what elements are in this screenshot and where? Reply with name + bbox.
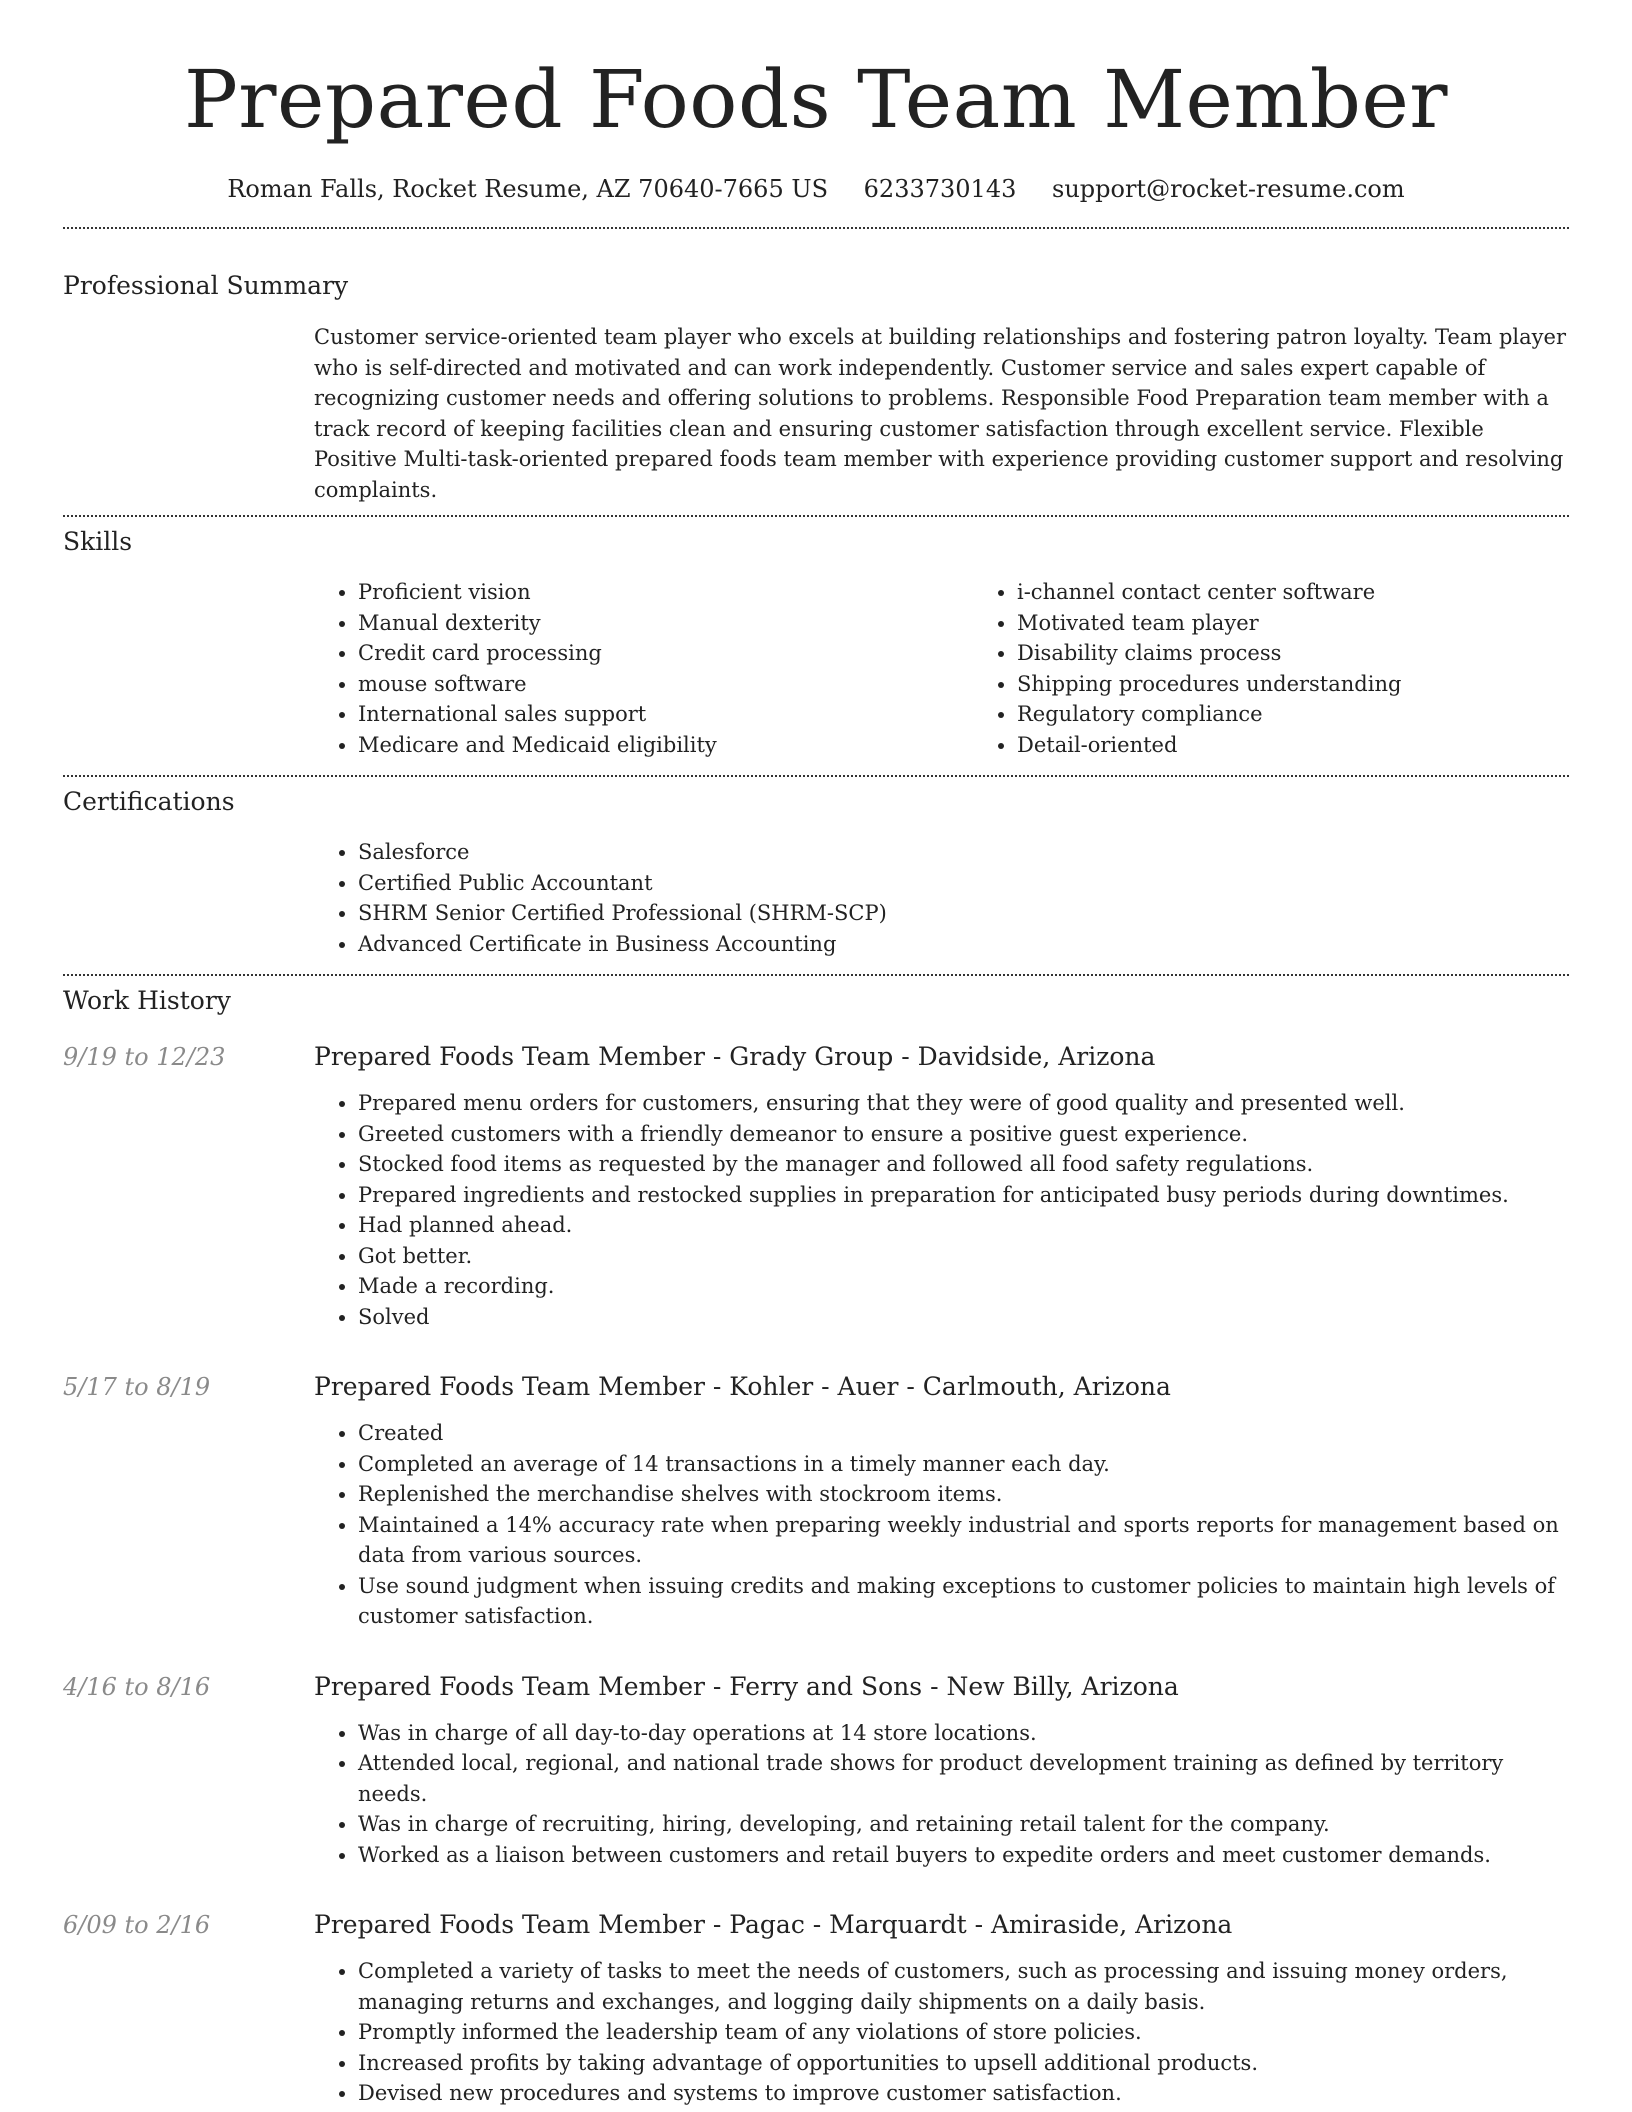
list-item: • Was in charge of all day-to-day operations at 14 store locations. <box>358 1718 1569 1749</box>
list-item: • Regulatory compliance <box>1017 699 1632 730</box>
job-bullets <box>314 1418 1569 1632</box>
job-title: Prepared Foods Team Member - Ferry and Sons - New Billy, Arizona <box>314 1671 1179 1701</box>
contact-email: support@rocket-resume.com <box>1052 175 1405 203</box>
list-item: • Stocked food items as requested by the manager and followed all food safety regulations. <box>358 1149 1569 1180</box>
job-dates: 9/19 to 12/23 <box>63 1043 226 1071</box>
list-item: • Credit card processing <box>358 638 973 669</box>
skills-section <box>63 517 1569 760</box>
list-item: • Greeted customers with a friendly demeanor to ensure a positive guest experience. <box>358 1119 1569 1150</box>
list-item: • i-channel contact center software <box>1017 577 1632 608</box>
job-bullets <box>314 1956 1569 2109</box>
list-item: • Salesforce <box>358 837 1569 868</box>
certifications-heading: Certifications <box>63 787 235 816</box>
job-entry <box>63 1370 1569 1632</box>
job-body <box>314 1040 1569 1332</box>
list-item: • Created <box>358 1418 1569 1449</box>
work-history-section <box>63 976 1569 2109</box>
list-item: • Devised new procedures and systems to improve customer satisfaction. <box>358 2078 1569 2109</box>
list-item: • mouse software <box>358 669 973 700</box>
skills-list-left <box>314 577 973 760</box>
list-item: • Promptly informed the leadership team of any violations of store policies. <box>358 2017 1569 2048</box>
skills-heading: Skills <box>63 527 133 556</box>
list-item: • Had planned ahead. <box>358 1210 1569 1241</box>
certifications-content <box>314 837 1569 959</box>
list-item: • Detail-oriented <box>1017 730 1632 761</box>
certifications-list <box>314 837 1569 959</box>
job-bullets <box>314 1718 1569 1871</box>
list-item: • Medicare and Medicaid eligibility <box>358 730 973 761</box>
resume-name: Prepared Foods Team Member <box>183 53 1449 146</box>
work-history-heading: Work History <box>63 986 231 1015</box>
list-item: • Made a recording. <box>358 1271 1569 1302</box>
summary-heading: Professional Summary <box>63 271 349 300</box>
summary-content <box>314 322 1569 505</box>
list-item: • Replenished the merchandise shelves with stockroom items. <box>358 1479 1569 1510</box>
list-item: • Increased profits by taking advantage of opportunities to upsell additional products. <box>358 2048 1569 2079</box>
job-title: Prepared Foods Team Member - Kohler - Auer - Carlmouth, Arizona <box>314 1372 1171 1401</box>
list-item: • Motivated team player <box>1017 608 1632 639</box>
job-entry <box>63 1908 1569 2109</box>
job-dates: 6/09 to 2/16 <box>63 1911 211 1939</box>
job-title: Prepared Foods Team Member - Grady Group - Davidside, Arizona <box>314 1042 1156 1071</box>
list-item: • Certified Public Accountant <box>358 868 1569 899</box>
job-entry <box>63 1670 1569 1871</box>
job-body <box>314 1908 1569 2109</box>
summary-text: Customer service-oriented team player who excels at building relationships and fostering patron loyalty. Team player who is self-directed and motivated and can work independently. Customer service and sales expert capable of recognizing customer needs and offering solutions to problems. Responsible Food Preparation team member with a track record of keeping facilities clean and ensuring customer satisfaction through excellent service. Flexible Positive Multi-task-oriented prepared foods team member with experience providing customer support and resolving complaints. <box>314 325 1566 502</box>
summary-section <box>63 229 1569 505</box>
job-entry <box>63 1040 1569 1332</box>
list-item: • Worked as a liaison between customers and retail buyers to expedite orders and meet customer demands. <box>358 1840 1569 1871</box>
list-item: • Was in charge of recruiting, hiring, developing, and retaining retail talent for the company. <box>358 1809 1569 1840</box>
contact-address: Roman Falls, Rocket Resume, AZ 70640-7665 US <box>227 175 829 203</box>
job-dates: 5/17 to 8/19 <box>63 1373 211 1401</box>
list-item: • Solved <box>358 1302 1569 1333</box>
contact-info <box>63 172 1569 206</box>
skills-columns <box>314 577 1569 760</box>
list-item: • SHRM Senior Certified Professional (SHRM-SCP) <box>358 898 1569 929</box>
job-bullets <box>314 1088 1569 1332</box>
contact-phone: 6233730143 <box>863 175 1017 203</box>
list-item: • Prepared ingredients and restocked supplies in preparation for anticipated busy periods during downtimes. <box>358 1180 1569 1211</box>
list-item: • Shipping procedures understanding <box>1017 669 1632 700</box>
list-item: • Prepared menu orders for customers, ensuring that they were of good quality and presented well. <box>358 1088 1569 1119</box>
certifications-section <box>63 777 1569 959</box>
list-item: • Proficient vision <box>358 577 973 608</box>
list-item: • Completed a variety of tasks to meet the needs of customers, such as processing and issuing money orders, managing returns and exchanges, and logging daily shipments on a daily basis. <box>358 1956 1569 2017</box>
list-item: • Disability claims process <box>1017 638 1632 669</box>
list-item: • Manual dexterity <box>358 608 973 639</box>
list-item: • Maintained a 14% accuracy rate when preparing weekly industrial and sports reports for management based on data from various sources. <box>358 1510 1569 1571</box>
list-item: • Got better. <box>358 1241 1569 1272</box>
list-item: • International sales support <box>358 699 973 730</box>
list-item: • Attended local, regional, and national trade shows for product development training as defined by territory needs. <box>358 1748 1569 1809</box>
job-body <box>314 1370 1569 1632</box>
skills-list-right <box>973 577 1632 760</box>
list-item: • Completed an average of 14 transactions in a timely manner each day. <box>358 1449 1569 1480</box>
list-item: • Advanced Certificate in Business Accounting <box>358 929 1569 960</box>
job-body <box>314 1670 1569 1871</box>
list-item: • Use sound judgment when issuing credits and making exceptions to customer policies to maintain high levels of customer satisfaction. <box>358 1571 1569 1632</box>
job-dates: 4/16 to 8/16 <box>63 1672 211 1701</box>
job-title: Prepared Foods Team Member - Pagac - Marquardt - Amiraside, Arizona <box>314 1910 1233 1939</box>
